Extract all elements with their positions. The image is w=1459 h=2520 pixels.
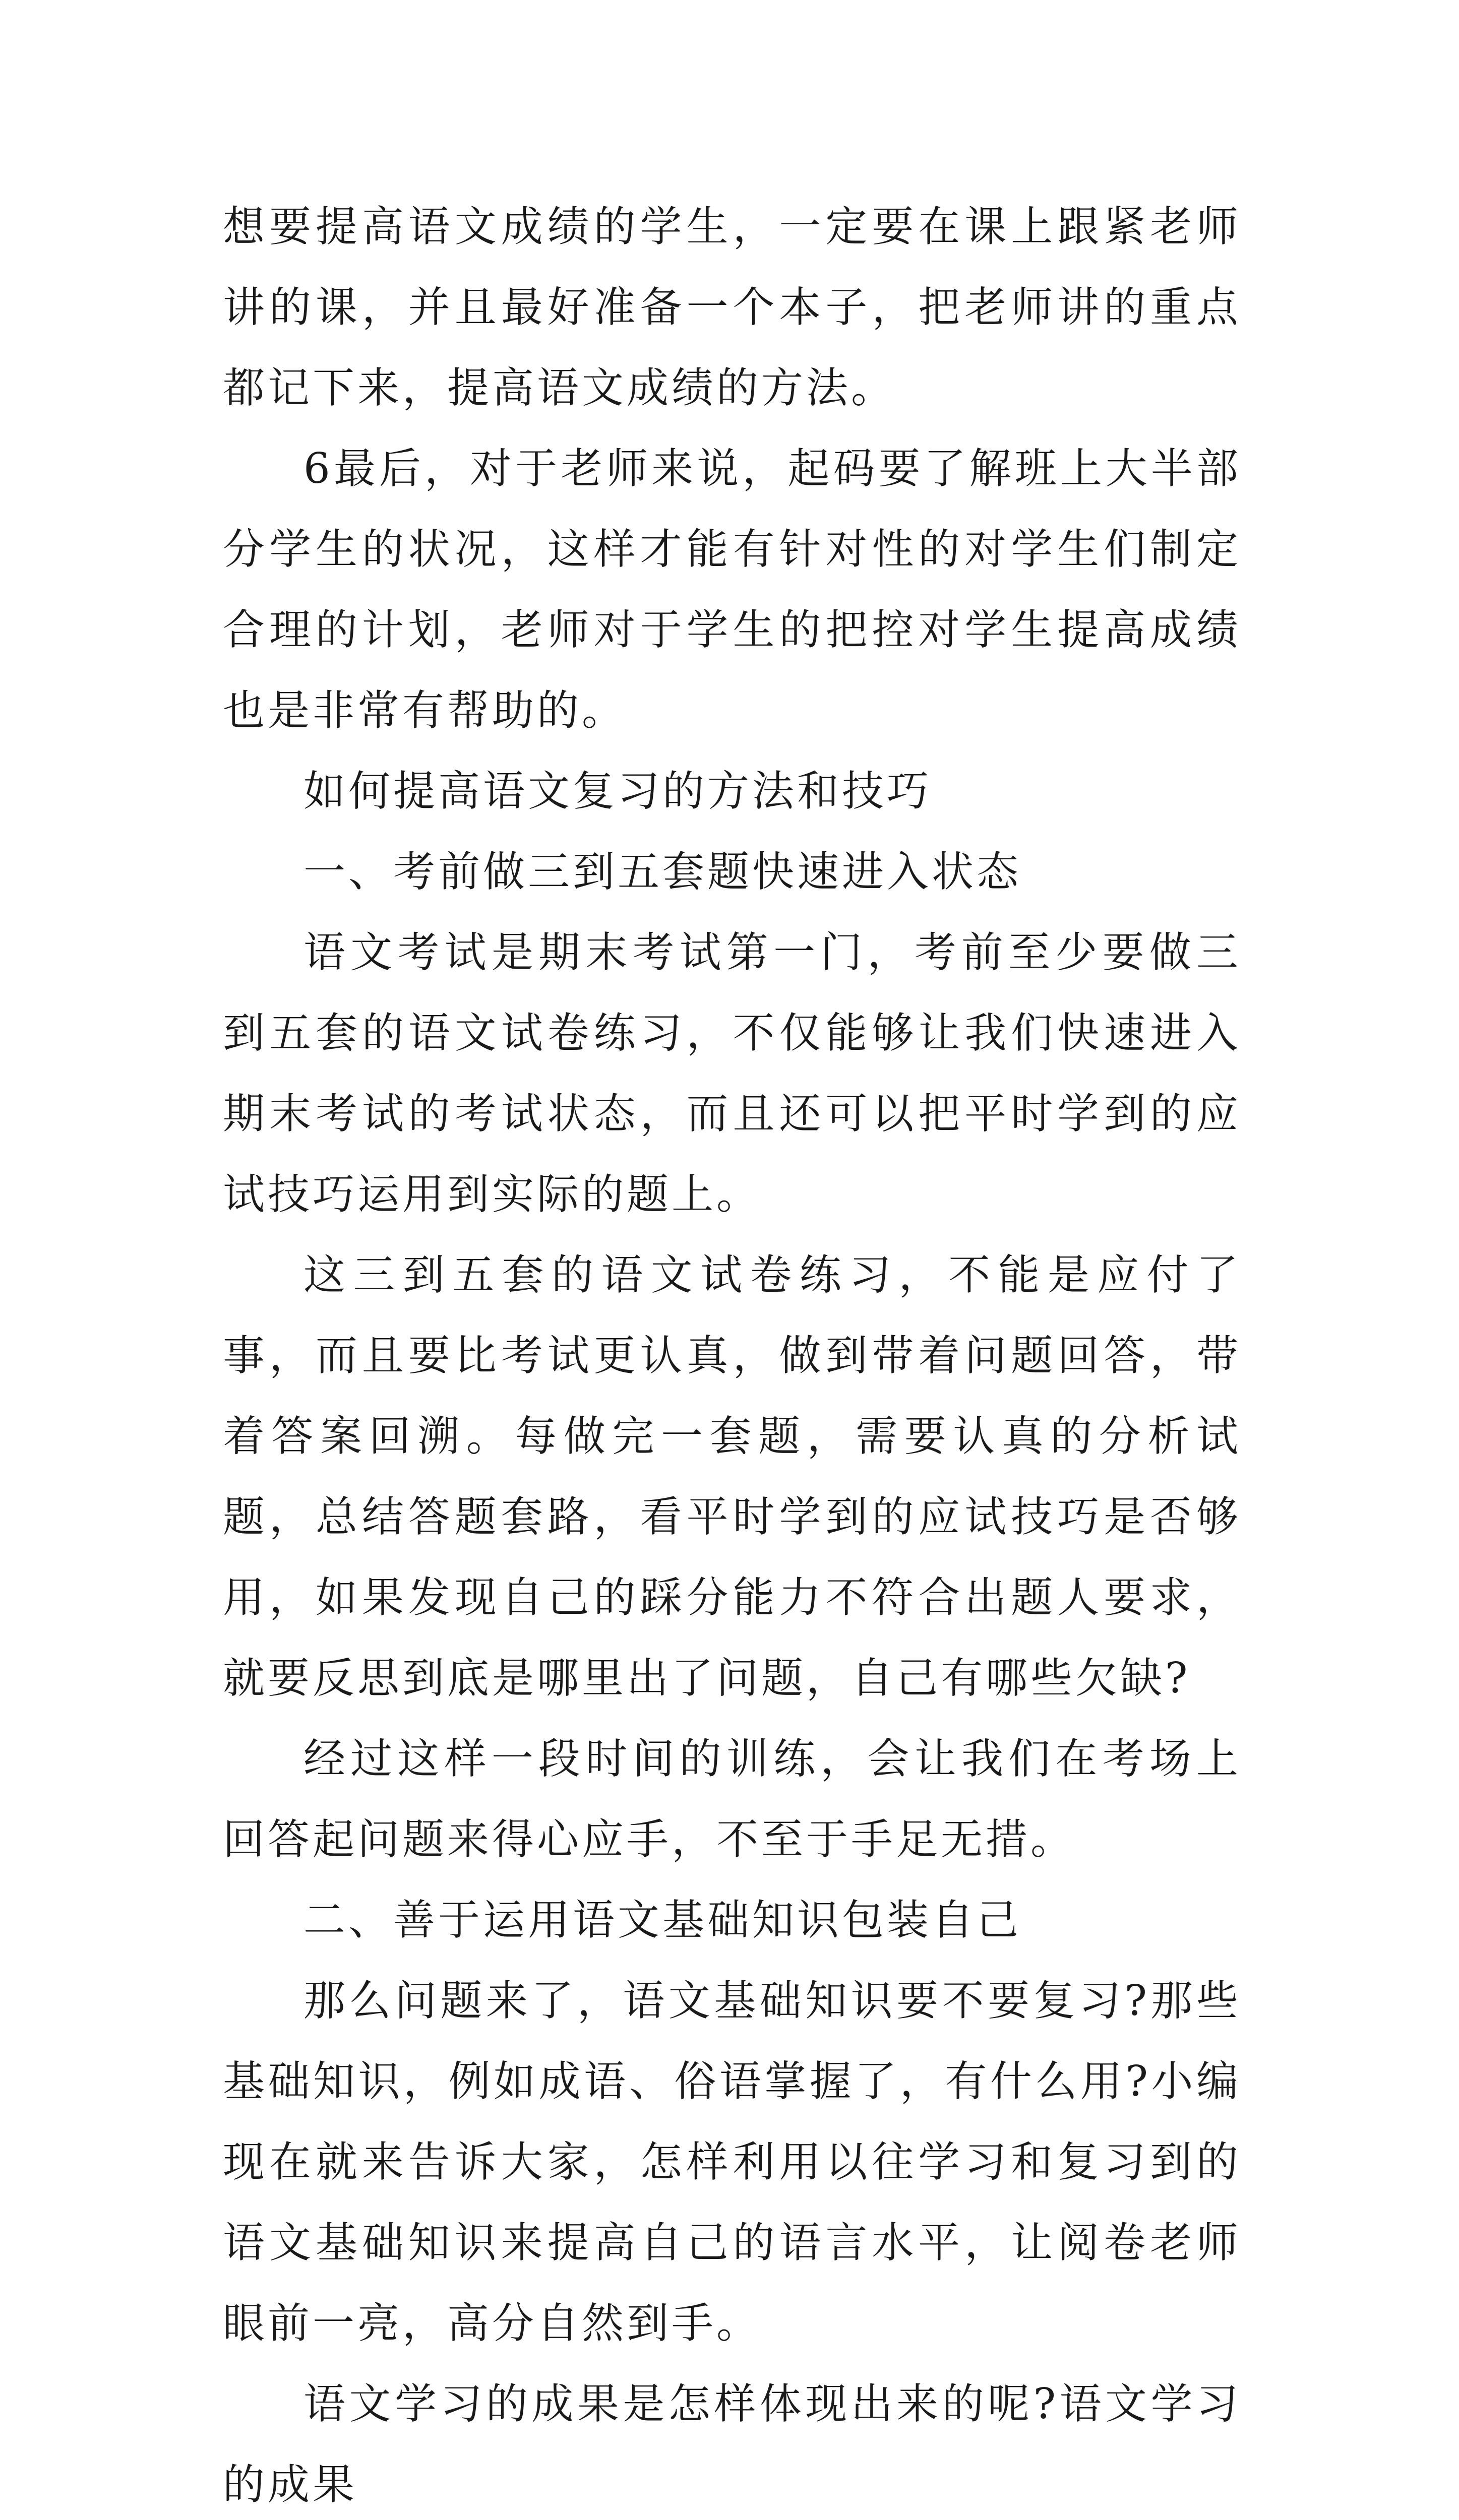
paragraph-6: 那么问题来了，语文基础知识要不要复习?那些基础知识，例如成语、俗语掌握了，有什么用?小编现在就来告诉大家，怎样利用以往学习和复习到的语文基础知识来提高自己的语言水平，让阅卷老师眼前一亮，高分自然到手。 bbox=[223, 1976, 1241, 2348]
paragraph-7: 语文学习的成果是怎样体现出来的呢?语文学习的成果 bbox=[223, 2379, 1241, 2509]
subheading-2: 二、善于运用语文基础知识包装自己 bbox=[303, 1896, 1021, 1944]
paragraph-2: 6最后，对于老师来说，起码要了解班上大半部分学生的状况，这样才能有针对性的对学生们制定合理的计划，老师对于学生的把控对学生提高成绩也是非常有帮助的。 bbox=[223, 444, 1241, 735]
section-heading: 如何提高语文复习的方法和技巧 bbox=[303, 767, 932, 815]
subheading-1: 一、考前做三到五套题快速进入状态 bbox=[303, 847, 1021, 896]
paragraph-4: 这三到五套的语文试卷练习，不能是应付了事，而且要比考试更认真，做到带着问题回答，带着答案回溯。每做完一套题，需要认真的分析试题，总结答题套路，看平时学到的应试技巧是否够用，如果发现自己的踩分能力不符合出题人要求，就要反思到底是哪里出了问题，自己有哪些欠缺? bbox=[223, 1250, 1241, 1703]
paragraph-1: 想要提高语文成绩的学生，一定要在课上跟紧老师讲的课，并且最好准备一个本子，把老师讲的重点都记下来，提高语文成绩的方法。 bbox=[223, 202, 1241, 412]
document-body bbox=[223, 186, 1241, 2520]
paragraph-5: 经过这样一段时间的训练，会让我们在考场上回答起问题来得心应手，不至于手足无措。 bbox=[223, 1734, 1241, 1864]
paragraph-3: 语文考试是期末考试第一门，考前至少要做三到五套的语文试卷练习，不仅能够让我们快速进入期末考试的考试状态，而且还可以把平时学到的应试技巧运用到实际的题上。 bbox=[223, 928, 1241, 1219]
